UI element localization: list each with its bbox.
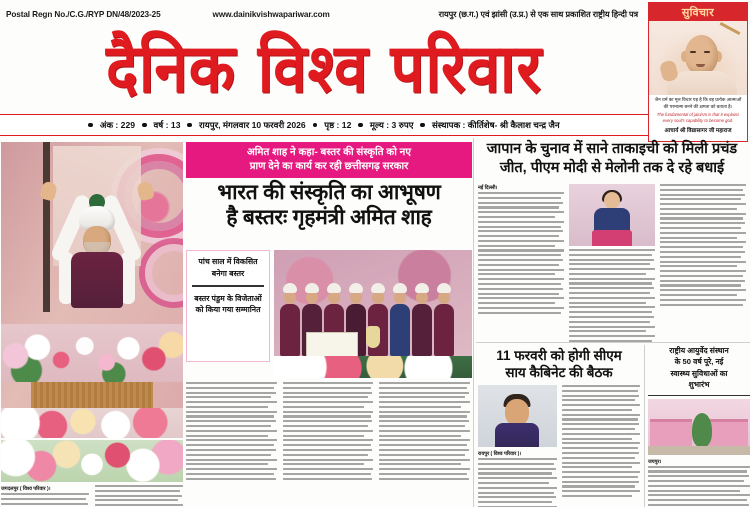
japan-headline-line-2: जीत, पीएम मोदी से मेलोनी तक दे रहे बधाई: [499, 159, 725, 176]
staff-icon: [720, 22, 741, 35]
newspaper-title: दैनिक विश्व परिवार: [106, 29, 542, 109]
volume-year: वर्ष : 13: [153, 120, 181, 130]
highlight-bullet-2: बस्तर पंडुम के विजेताओं को किया गया सम्मानित: [194, 293, 262, 315]
issue-number: अंक : 229: [99, 120, 136, 130]
masthead: [0, 26, 648, 112]
person-figure: [280, 304, 300, 356]
body-text-lines: [95, 485, 183, 507]
japan-dateline: नई दिल्ली।: [478, 185, 498, 191]
saint-head: [685, 35, 718, 75]
body-text-lines: [648, 466, 750, 507]
body-text-lines: [379, 382, 470, 480]
person-figure: [412, 304, 432, 356]
cm-dateline: रायपुर ( विश्व परिवार )।: [478, 451, 522, 457]
body-text-lines: [569, 249, 655, 342]
ayurveda-headline-line-3: स्वास्थ्य सुविधाओं का: [670, 368, 728, 378]
cm-headline[interactable]: [478, 347, 640, 381]
ayurveda-building-photo: [648, 399, 750, 455]
body-column: [1, 485, 89, 507]
podium: [592, 230, 632, 246]
lead-story-block: [0, 138, 474, 507]
main-content-area: [0, 138, 750, 507]
stage-pole: [43, 142, 50, 312]
lead-headline[interactable]: [186, 181, 472, 243]
body-column: [562, 385, 641, 503]
ayurveda-headline-line-2: के 50 वर्ष पूरे, नई: [674, 357, 724, 367]
cm-face: [505, 399, 529, 426]
bullet-dot-icon: [313, 123, 318, 128]
ayurveda-headline[interactable]: [648, 345, 750, 391]
japan-election-story: [476, 138, 750, 343]
tree-icon: [692, 413, 712, 447]
cm-headline-line-1: 11 फरवरी को होगी सीएम: [496, 348, 622, 363]
ground: [648, 446, 750, 455]
felicitation-ceremony-photo: [274, 250, 472, 378]
cm-headline-line-2: साय कैबिनेट की बैठक: [505, 365, 613, 381]
website-url[interactable]: www.dainikvishwapariwar.com: [212, 9, 330, 19]
bullet-dot-icon: [358, 123, 363, 128]
suvichar-hindi-text: जैन धर्म का मूल विचार यह है कि वह प्रत्येक आत्माओं की परमात्मा बनने की क्षमता को बताता है।: [654, 97, 742, 109]
vest: [495, 423, 539, 447]
person-figure: [434, 304, 454, 356]
cheque-prop: [306, 332, 358, 358]
body-column: [95, 485, 183, 507]
kicker-line-2: प्राण देने का कार्य कर रही छत्तीसगढ़ सरकार: [249, 161, 409, 172]
speaker-figure: [53, 194, 141, 324]
publication-tagline: रायपुर (छ.ग.) एवं झांसी (उ.प्र.) से एक साथ प्रकाशित राष्ट्रीय हिन्दी पत्र: [438, 9, 638, 19]
body-column-with-photo: [478, 385, 557, 503]
bullet-dot-icon: [142, 123, 147, 128]
speaker-vest: [71, 252, 123, 308]
body-column: [379, 382, 470, 505]
ayurveda-dateline: जयपुर।: [648, 458, 662, 465]
ayurveda-headline-line-4: शुभारंभ: [688, 380, 710, 390]
saint-portrait-photo: [649, 21, 747, 95]
lead-dateline: जगदलपुर ( विश्व परिवार )।: [1, 486, 51, 492]
body-text-lines: [562, 385, 641, 497]
page-count: पृष्ठ : 12: [324, 120, 352, 130]
suvichar-attribution: आचार्य श्री विद्यासागर जी महाराज: [664, 128, 732, 135]
body-column-with-photo: [569, 184, 655, 340]
body-text-lines: [478, 192, 564, 314]
trophy-icon: [366, 326, 380, 348]
cm-story-body: [478, 385, 640, 503]
body-column: [186, 382, 277, 505]
flower-decoration-foreground: [1, 408, 183, 438]
foreground-plants: [274, 356, 472, 378]
postal-registration-text: Postal Regn No./C.G./RYP DN/48/2023-25: [6, 9, 161, 19]
suvichar-box: [648, 2, 748, 142]
flower-photo-strip: [1, 440, 183, 482]
body-text-lines: [660, 184, 746, 306]
person-figure: [390, 304, 410, 356]
takaichi-speech-photo: [569, 184, 655, 246]
building-left: [650, 419, 692, 447]
lead-headline-line-1: भारत की संस्कृति का आभूषण: [217, 181, 441, 204]
issue-info-bar: [0, 114, 648, 136]
japan-story-body: [478, 184, 746, 340]
lead-headline-line-2: है बस्तरः गृहमंत्री अमित शाह: [226, 205, 432, 229]
ayurveda-headline-line-1: राष्ट्रीय आयुर्वेद संस्थान: [669, 346, 729, 355]
body-column: [283, 382, 374, 505]
place-and-date: रायपुर, मंगलवार 10 फरवरी 2026: [198, 120, 306, 130]
section-divider: [648, 395, 750, 396]
kicker-line-1: अमित शाह ने कहा- बस्तर की संस्कृति को नए: [247, 147, 411, 159]
right-column-block: [476, 138, 750, 507]
body-text-lines: [283, 382, 374, 480]
price: मूल्य : 3 रुपए: [369, 120, 414, 130]
body-text-lines: [186, 382, 277, 480]
head: [604, 192, 620, 209]
top-strip: [0, 0, 750, 28]
suvichar-heading: सुविचार: [649, 3, 747, 21]
ayurveda-story-body: [648, 458, 750, 507]
body-text-lines: [478, 458, 557, 507]
cm-portrait-photo: [478, 385, 557, 447]
lead-highlights-box: [186, 250, 270, 362]
japan-headline[interactable]: [478, 140, 746, 180]
bullet-dot-icon: [88, 123, 93, 128]
highlight-divider: [192, 285, 264, 286]
suvichar-english-text: The fundamental of jainism is that it explains every soul's capability to become god.: [656, 112, 740, 124]
body-text-lines: [1, 493, 89, 507]
bullet-dot-icon: [420, 123, 425, 128]
flower-decoration: [1, 324, 183, 382]
highlight-bullet-1: पांच साल में विकसित बनेगा बस्तर: [198, 257, 258, 278]
ayurveda-institute-story: [644, 345, 750, 507]
japan-headline-line-1: जापान के चुनाव में साने ताकाइची को मिली प्रचंड: [486, 141, 738, 157]
lead-story-body-lower: [1, 485, 183, 507]
kurta-right: [121, 252, 135, 304]
lead-story-body-upper: [186, 382, 474, 505]
bullet-dot-icon: [187, 123, 192, 128]
lead-kicker-banner: [186, 142, 472, 178]
amit-shah-rally-photo: [1, 142, 183, 438]
body-column: [660, 184, 746, 340]
body-column: [478, 184, 564, 340]
founder-credit: संस्थापक : कीर्तिशेष- श्री कैलाश चन्द्र जैन: [431, 120, 560, 130]
